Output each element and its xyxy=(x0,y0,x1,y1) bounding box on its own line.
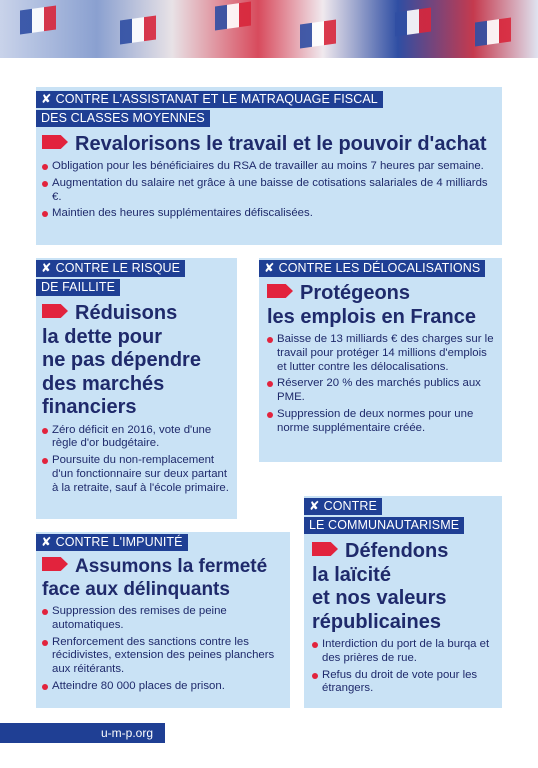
bullet-list xyxy=(36,160,502,221)
list-item: Suppression de deux normes pour une norme supplémentaire créée. xyxy=(265,408,494,436)
list-item: Obligation pour les bénéficiaires du RSA de travailler au moins 7 heures par semaine. xyxy=(40,160,494,174)
footer-bar xyxy=(0,723,165,743)
section-tag: ✘ CONTRE xyxy=(304,498,382,515)
footer-url-link[interactable]: u-m-p.org xyxy=(100,726,153,740)
bullet-list xyxy=(36,424,237,496)
section-pouvoir-achat xyxy=(36,87,502,245)
cross-icon: ✘ xyxy=(41,261,52,275)
bullet-list xyxy=(304,638,502,696)
flag-icon xyxy=(20,5,56,34)
flag-icon xyxy=(395,7,431,36)
section-communautarisme xyxy=(304,496,502,708)
cross-icon: ✘ xyxy=(309,499,320,513)
section-tag: ✘ CONTRE LES DÉLOCALISATIONS xyxy=(259,260,485,277)
section-tag: DES CLASSES MOYENNES xyxy=(36,110,210,127)
cross-icon: ✘ xyxy=(41,535,52,549)
section-emplois xyxy=(259,258,502,462)
list-item: Augmentation du salaire net grâce à une baisse de cotisations salariales de 4 milliards €. xyxy=(40,177,494,205)
flags-banner xyxy=(0,0,538,58)
flag-icon xyxy=(120,15,156,44)
section-tag: DE FAILLITE xyxy=(36,279,120,296)
arrow-icon xyxy=(42,135,68,149)
list-item: Poursuite du non-remplacement d'un fonctionnaire sur deux partant à la retraite, sauf à l'école primaire. xyxy=(40,454,229,495)
section-headline: Défendons la laïcité et nos valeurs républicaines xyxy=(312,540,449,633)
section-headline: Protégeons les emplois en France xyxy=(267,282,476,328)
list-item: Renforcement des sanctions contre les récidivistes, extension des peines planchers aux réitérants. xyxy=(40,636,282,677)
section-headline: Assumons la fermeté face aux délinquants xyxy=(42,556,268,600)
section-impunite xyxy=(36,532,290,708)
section-tag: ✘ CONTRE L'IMPUNITÉ xyxy=(36,534,188,551)
flag-icon xyxy=(475,17,511,46)
bullet-list xyxy=(36,605,290,694)
bullet-list xyxy=(259,333,502,436)
list-item: Suppression des remises de peine automatiques. xyxy=(40,605,282,633)
arrow-icon xyxy=(267,284,293,298)
flag-icon xyxy=(300,19,336,48)
flag-icon xyxy=(215,1,251,30)
arrow-icon xyxy=(312,542,338,556)
section-tag: ✘ CONTRE L'ASSISTANAT ET LE MATRAQUAGE FISCAL xyxy=(36,91,383,108)
list-item: Atteindre 80 000 places de prison. xyxy=(40,680,282,694)
cross-icon: ✘ xyxy=(264,261,275,275)
cross-icon: ✘ xyxy=(41,92,52,106)
list-item: Refus du droit de vote pour les étrangers. xyxy=(310,669,494,697)
list-item: Réserver 20 % des marchés publics aux PME. xyxy=(265,377,494,405)
section-dette xyxy=(36,258,237,519)
arrow-icon xyxy=(42,304,68,318)
list-item: Interdiction du port de la burqa et des prières de rue. xyxy=(310,638,494,666)
section-tag: LE COMMUNAUTARISME xyxy=(304,517,464,534)
section-headline: Réduisons la dette pour ne pas dépendre des marchés financiers xyxy=(42,302,201,418)
section-headline: Revalorisons le travail et le pouvoir d'achat xyxy=(36,133,502,156)
list-item: Zéro déficit en 2016, vote d'une règle d'or budgétaire. xyxy=(40,424,229,452)
list-item: Baisse de 13 milliards € des charges sur le travail pour protéger 14 millions d'emplois et lutter contre les délocalisations. xyxy=(265,333,494,374)
list-item: Maintien des heures supplémentaires défiscalisées. xyxy=(40,207,494,221)
section-tag: ✘ CONTRE LE RISQUE xyxy=(36,260,185,277)
arrow-icon xyxy=(42,557,68,571)
